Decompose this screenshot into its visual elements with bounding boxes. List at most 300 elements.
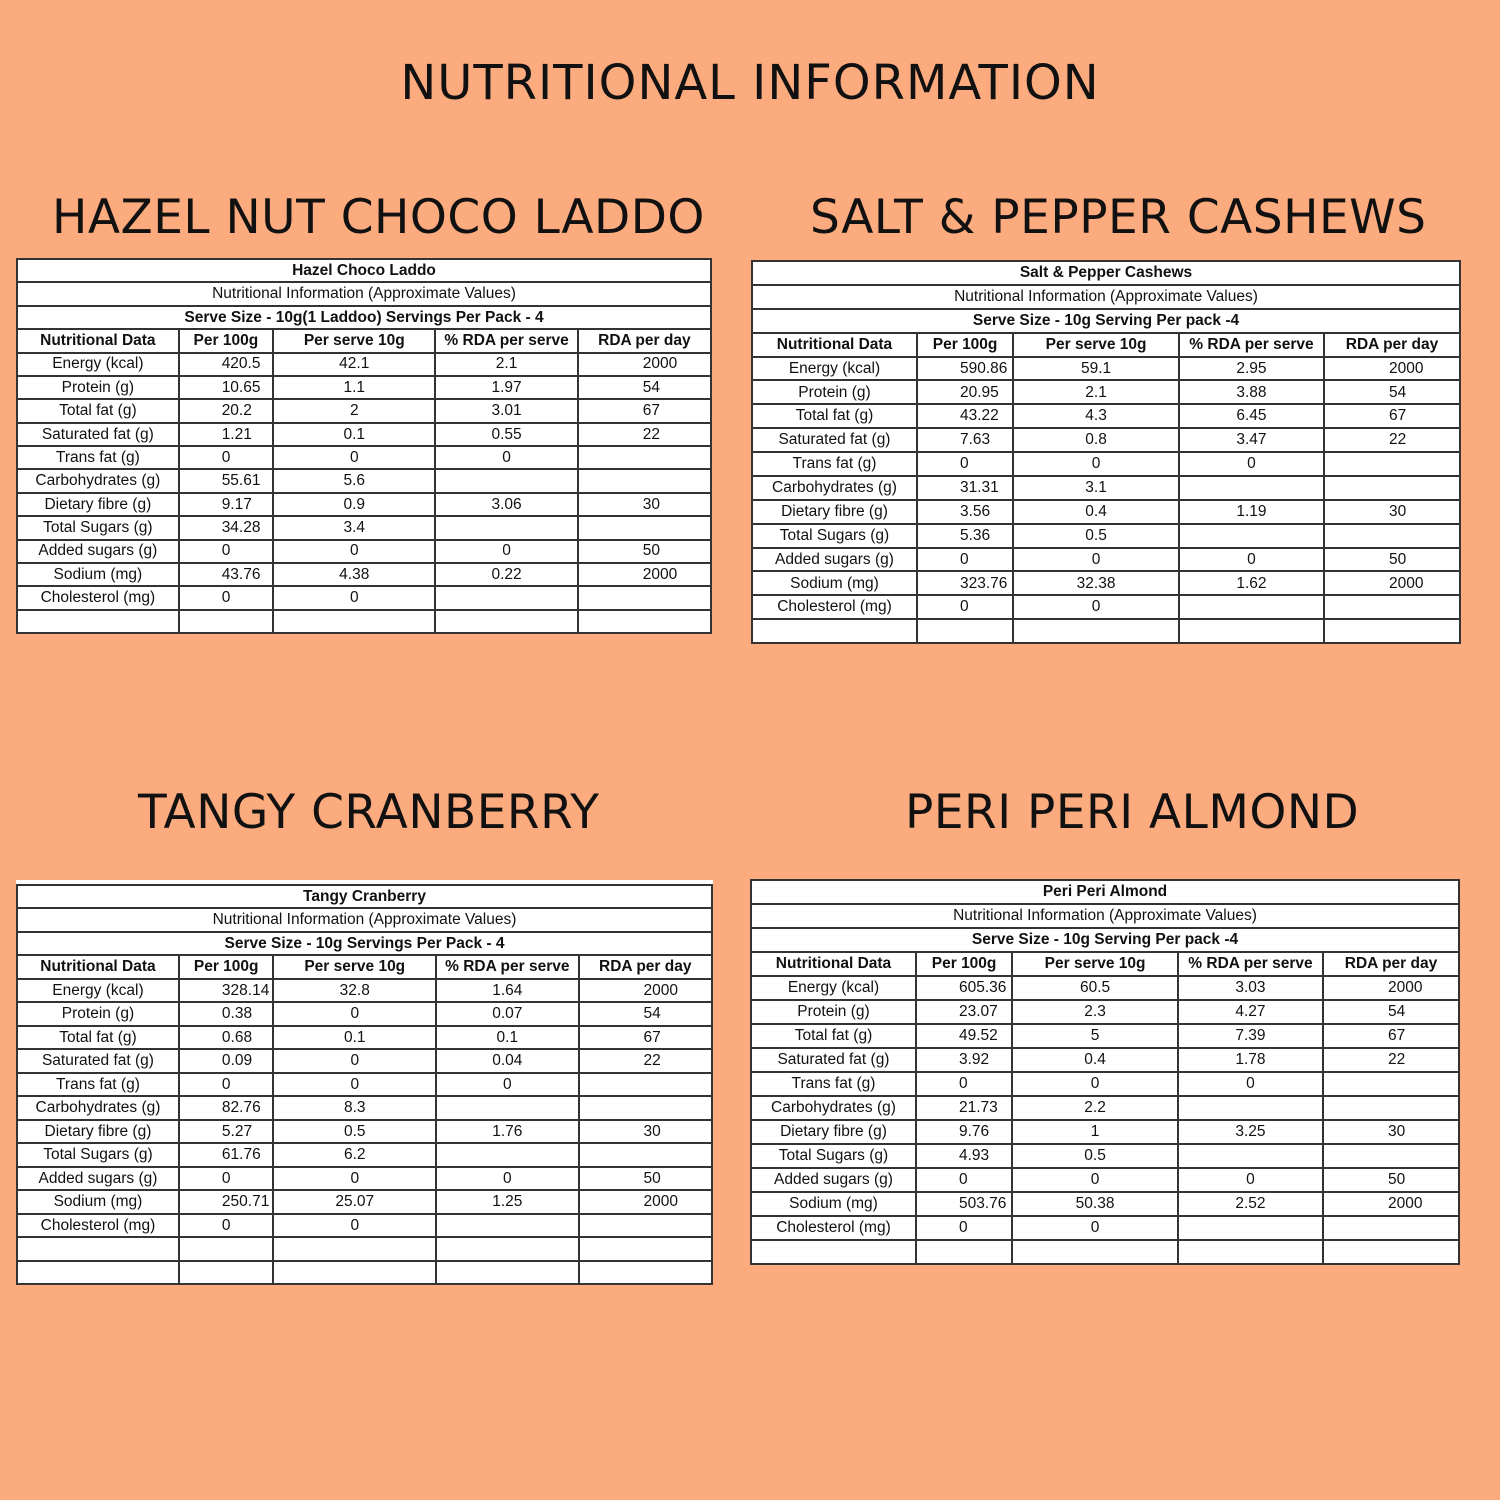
table-cell: 10.65 [179,376,273,399]
table-cell [1324,476,1460,500]
empty-row [751,1240,1459,1264]
table-row [17,353,711,376]
table-row [752,595,1460,619]
table-row [752,357,1460,381]
row-label: Total fat (g) [17,399,179,422]
table-row [17,1002,712,1025]
table-row [17,423,711,446]
table-cell: 0 [916,1216,1012,1240]
column-header: RDA per day [1323,952,1459,976]
table-cell: 54 [1324,380,1460,404]
column-header: Per serve 10g [273,955,436,978]
table-row [17,540,711,563]
table-cell: 67 [578,399,711,422]
table-cell: 54 [1323,1000,1459,1024]
table-cell: 42.1 [273,353,435,376]
table-cell: 4.38 [273,563,435,586]
table-row [751,1168,1459,1192]
column-header: % RDA per serve [435,329,577,352]
nutrition-table-almond [750,879,1460,1265]
table-cell: 3.25 [1178,1120,1323,1144]
table-cell: 2.1 [435,353,577,376]
table-cell [1178,1144,1323,1168]
table-cell [1323,1096,1459,1120]
table-cell: 5 [1012,1024,1178,1048]
table-row [751,1072,1459,1096]
table-cell [1324,452,1460,476]
column-header: Per serve 10g [1012,952,1178,976]
row-label: Sodium (mg) [17,563,179,586]
row-label: Added sugars (g) [17,1167,179,1190]
table-cell: 82.76 [179,1096,274,1119]
table-cell [579,1214,712,1237]
serve-size: Serve Size - 10g Serving Per pack -4 [752,309,1460,333]
row-label: Added sugars (g) [17,540,179,563]
table-cell: 49.52 [916,1024,1012,1048]
row-label: Energy (kcal) [17,979,179,1002]
row-label: Trans fat (g) [17,1073,179,1096]
table-cell [1179,476,1324,500]
table-row [17,493,711,516]
table-row [17,516,711,539]
table-cell: 21.73 [916,1096,1012,1120]
row-label: Protein (g) [17,1002,179,1025]
row-label: Saturated fat (g) [752,428,917,452]
row-label: Trans fat (g) [17,446,179,469]
row-label: Carbohydrates (g) [17,1096,179,1119]
table-cell: 0 [273,446,435,469]
table-cell [579,1073,712,1096]
table-cell: 2000 [1324,571,1460,595]
table-cell: 34.28 [179,516,273,539]
nutrition-table-hazel [16,258,712,634]
page-title: NUTRITIONAL INFORMATION [400,55,1100,111]
table-cell: 4.3 [1013,404,1179,428]
table-cell: 54 [579,1002,712,1025]
table-row [752,548,1460,572]
table-subtitle: Nutritional Information (Approximate Values) [17,908,712,931]
table-cell [1324,595,1460,619]
table-subtitle: Nutritional Information (Approximate Values) [751,904,1459,928]
table-cell: 43.22 [917,404,1013,428]
table-row [752,380,1460,404]
table-cell [436,1143,578,1166]
table-cell: 0 [1179,452,1324,476]
column-header: Per serve 10g [273,329,435,352]
table-cell: 0 [1012,1072,1178,1096]
table-cell [1323,1216,1459,1240]
table-cell: 0 [273,1214,436,1237]
table-row [751,1216,1459,1240]
table-cell: 0.04 [436,1049,578,1072]
table-row [751,976,1459,1000]
serve-size: Serve Size - 10g Servings Per Pack - 4 [17,932,712,955]
table-row [17,1073,712,1096]
row-label: Dietary fibre (g) [17,493,179,516]
table-cell: 50 [579,1167,712,1190]
table-cell: 32.8 [273,979,436,1002]
table-row [751,1120,1459,1144]
table-cell: 1.97 [435,376,577,399]
row-label: Energy (kcal) [751,976,916,1000]
header-row [17,329,711,352]
row-label: Dietary fibre (g) [17,1120,179,1143]
table-cell: 0.07 [436,1002,578,1025]
table-cell [1178,1096,1323,1120]
table-cell: 1 [1012,1120,1178,1144]
table-cell: 2000 [579,1190,712,1213]
column-header: RDA per day [1324,333,1460,357]
table-cell: 67 [1323,1024,1459,1048]
row-label: Protein (g) [752,380,917,404]
table-cell: 30 [1323,1120,1459,1144]
table-cell: 0.22 [435,563,577,586]
table-row [752,524,1460,548]
column-header: % RDA per serve [1179,333,1324,357]
table-cell: 50 [1323,1168,1459,1192]
table-cell: 2.52 [1178,1192,1323,1216]
table-cell: 0 [436,1073,578,1096]
table-cell: 0.09 [179,1049,274,1072]
table-cell: 2000 [578,353,711,376]
column-header: Per serve 10g [1013,333,1179,357]
table-subtitle: Nutritional Information (Approximate Values) [17,282,711,305]
table-cell: 0 [917,548,1013,572]
empty-row [752,619,1460,643]
table-cell: 1.76 [436,1120,578,1143]
table-cell: 0 [1012,1168,1178,1192]
row-label: Total Sugars (g) [751,1144,916,1168]
column-header: % RDA per serve [1178,952,1323,976]
row-label: Carbohydrates (g) [751,1096,916,1120]
table-cell: 4.27 [1178,1000,1323,1024]
table-cell: 0 [273,540,435,563]
table-cell: 0.55 [435,423,577,446]
table-row [17,1026,712,1049]
table-cell: 605.36 [916,976,1012,1000]
table-cell: 0 [917,595,1013,619]
table-cell: 0 [435,446,577,469]
table-title: Tangy Cranberry [17,885,712,908]
table-cell: 50 [1324,548,1460,572]
table-cell: 0 [179,586,273,609]
table-cell: 30 [578,493,711,516]
table-cell: 50 [578,540,711,563]
nutrition-table-cashews [751,260,1461,644]
table-cell [435,586,577,609]
table-cell: 0.68 [179,1026,274,1049]
table-cell: 0 [179,1167,274,1190]
table-row [17,1120,712,1143]
table-cell: 1.25 [436,1190,578,1213]
table-cell: 3.88 [1179,380,1324,404]
row-label: Protein (g) [17,376,179,399]
table-cell: 1.62 [1179,571,1324,595]
column-header: Nutritional Data [17,329,179,352]
table-title: Peri Peri Almond [751,880,1459,904]
row-label: Added sugars (g) [751,1168,916,1192]
table-cell [435,516,577,539]
table-cell: 3.03 [1178,976,1323,1000]
table-cell: 31.31 [917,476,1013,500]
row-label: Trans fat (g) [752,452,917,476]
table-row [752,404,1460,428]
table-cell: 43.76 [179,563,273,586]
table-cell: 0 [917,452,1013,476]
row-label: Added sugars (g) [752,548,917,572]
table-cell: 60.5 [1012,976,1178,1000]
nutrition-table-cranberry [16,880,713,1285]
table-cell: 0 [1013,595,1179,619]
table-cell [1323,1072,1459,1096]
row-label: Energy (kcal) [752,357,917,381]
table-row [17,1096,712,1119]
table-row [17,563,711,586]
row-label: Carbohydrates (g) [17,469,179,492]
column-header: Per 100g [179,329,273,352]
table-cell [435,469,577,492]
table-cell: 0 [436,1167,578,1190]
product-heading-almond: PERI PERI ALMOND [905,785,1360,840]
row-label: Total Sugars (g) [752,524,917,548]
table-cell: 5.27 [179,1120,274,1143]
table-cell: 0.5 [273,1120,436,1143]
table-row [751,1048,1459,1072]
table-row [752,428,1460,452]
row-label: Cholesterol (mg) [17,586,179,609]
table-cell: 0 [1179,548,1324,572]
table-cell [579,1096,712,1119]
row-label: Saturated fat (g) [17,423,179,446]
table-cell: 54 [578,376,711,399]
table-cell: 5.36 [917,524,1013,548]
table-row [17,979,712,1002]
table-cell: 2000 [1323,1192,1459,1216]
table-row [751,1096,1459,1120]
header-row [752,333,1460,357]
table-row [751,1000,1459,1024]
table-cell: 22 [578,423,711,446]
table-cell: 22 [1324,428,1460,452]
row-label: Sodium (mg) [751,1192,916,1216]
table-cell: 1.1 [273,376,435,399]
table-cell: 0 [273,1073,436,1096]
table-row [17,469,711,492]
column-header: % RDA per serve [436,955,578,978]
table-cell: 67 [579,1026,712,1049]
table-cell: 0 [1178,1168,1323,1192]
table-cell: 0.5 [1013,524,1179,548]
table-cell: 0.38 [179,1002,274,1025]
table-cell: 0.4 [1012,1048,1178,1072]
table-row [751,1144,1459,1168]
table-row [752,476,1460,500]
table-cell [436,1214,578,1237]
row-label: Total fat (g) [751,1024,916,1048]
table-row [17,1214,712,1237]
table-cell: 30 [1324,500,1460,524]
table-cell: 7.39 [1178,1024,1323,1048]
table-cell [579,1143,712,1166]
column-header: Nutritional Data [751,952,916,976]
table-cell: 0.5 [1012,1144,1178,1168]
table-cell: 67 [1324,404,1460,428]
table-cell: 2000 [1324,357,1460,381]
table-cell: 0 [179,446,273,469]
table-cell: 9.76 [916,1120,1012,1144]
table-cell: 6.45 [1179,404,1324,428]
table-cell: 2000 [578,563,711,586]
table-row [17,376,711,399]
table-cell: 0 [435,540,577,563]
row-label: Trans fat (g) [751,1072,916,1096]
table-row [17,1167,712,1190]
table-subtitle: Nutritional Information (Approximate Values) [752,285,1460,309]
row-label: Saturated fat (g) [751,1048,916,1072]
table-cell: 2 [273,399,435,422]
table-cell: 0 [1012,1216,1178,1240]
table-cell: 0 [916,1168,1012,1192]
product-heading-cashews: SALT & PEPPER CASHEWS [810,190,1427,245]
table-cell: 3.1 [1013,476,1179,500]
table-cell: 23.07 [916,1000,1012,1024]
table-row [17,446,711,469]
table-cell: 0.1 [436,1026,578,1049]
table-cell [1179,595,1324,619]
table-row [17,1190,712,1213]
header-row [17,955,712,978]
table-cell: 22 [1323,1048,1459,1072]
table-cell: 20.2 [179,399,273,422]
product-heading-cranberry: TANGY CRANBERRY [138,785,600,840]
table-cell: 2.1 [1013,380,1179,404]
table-cell: 323.76 [917,571,1013,595]
table-cell: 0.1 [273,423,435,446]
row-label: Energy (kcal) [17,353,179,376]
table-cell: 61.76 [179,1143,274,1166]
table-cell: 0 [273,1002,436,1025]
table-cell [578,516,711,539]
table-cell: 0 [179,1073,274,1096]
table-cell: 0.8 [1013,428,1179,452]
empty-row [17,610,711,633]
row-label: Total fat (g) [752,404,917,428]
table-cell: 2000 [1323,976,1459,1000]
table-cell [578,586,711,609]
row-label: Carbohydrates (g) [752,476,917,500]
row-label: Cholesterol (mg) [751,1216,916,1240]
row-label: Sodium (mg) [17,1190,179,1213]
column-header: Per 100g [916,952,1012,976]
table-cell: 25.07 [273,1190,436,1213]
table-title: Hazel Choco Laddo [17,259,711,282]
table-cell: 3.06 [435,493,577,516]
row-label: Protein (g) [751,1000,916,1024]
table-cell: 2.2 [1012,1096,1178,1120]
serve-size: Serve Size - 10g(1 Laddoo) Servings Per Pack - 4 [17,306,711,329]
row-label: Total Sugars (g) [17,1143,179,1166]
table-cell: 0 [273,586,435,609]
table-cell: 0 [1178,1072,1323,1096]
row-label: Sodium (mg) [752,571,917,595]
table-cell: 0 [916,1072,1012,1096]
table-cell: 0.9 [273,493,435,516]
table-cell [1324,524,1460,548]
row-label: Total Sugars (g) [17,516,179,539]
empty-row [17,1261,712,1285]
table-cell: 30 [579,1120,712,1143]
table-row [17,1143,712,1166]
table-cell: 7.63 [917,428,1013,452]
row-label: Total fat (g) [17,1026,179,1049]
table-cell: 5.6 [273,469,435,492]
table-row [752,571,1460,595]
column-header: Per 100g [179,955,274,978]
table-cell: 50.38 [1012,1192,1178,1216]
column-header: Per 100g [917,333,1013,357]
table-cell: 55.61 [179,469,273,492]
table-cell: 3.92 [916,1048,1012,1072]
table-cell: 4.93 [916,1144,1012,1168]
table-cell: 8.3 [273,1096,436,1119]
table-title: Salt & Pepper Cashews [752,261,1460,285]
table-cell [578,446,711,469]
table-cell [1178,1216,1323,1240]
table-cell: 3.56 [917,500,1013,524]
table-cell: 590.86 [917,357,1013,381]
table-cell: 0 [273,1167,436,1190]
table-cell [436,1096,578,1119]
table-row [17,586,711,609]
column-header: RDA per day [578,329,711,352]
table-cell: 3.47 [1179,428,1324,452]
table-row [17,1049,712,1072]
table-cell: 1.19 [1179,500,1324,524]
table-cell [1323,1144,1459,1168]
table-cell: 0.4 [1013,500,1179,524]
row-label: Dietary fibre (g) [751,1120,916,1144]
row-label: Dietary fibre (g) [752,500,917,524]
table-cell: 3.01 [435,399,577,422]
column-header: RDA per day [579,955,712,978]
row-label: Saturated fat (g) [17,1049,179,1072]
table-cell: 0 [179,1214,274,1237]
column-header: Nutritional Data [17,955,179,978]
table-cell: 0.1 [273,1026,436,1049]
table-cell [578,469,711,492]
header-row [751,952,1459,976]
table-cell: 0 [1013,452,1179,476]
table-cell: 20.95 [917,380,1013,404]
table-cell: 420.5 [179,353,273,376]
table-cell: 1.21 [179,423,273,446]
table-cell [1179,524,1324,548]
table-cell: 2000 [579,979,712,1002]
table-cell: 3.4 [273,516,435,539]
table-cell: 9.17 [179,493,273,516]
serve-size: Serve Size - 10g Serving Per pack -4 [751,928,1459,952]
row-label: Cholesterol (mg) [17,1214,179,1237]
table-cell: 0 [179,540,273,563]
table-cell: 32.38 [1013,571,1179,595]
table-row [751,1024,1459,1048]
table-cell: 0 [1013,548,1179,572]
table-cell: 2.3 [1012,1000,1178,1024]
table-cell: 0 [273,1049,436,1072]
table-cell: 1.78 [1178,1048,1323,1072]
row-label: Cholesterol (mg) [752,595,917,619]
table-cell: 6.2 [273,1143,436,1166]
